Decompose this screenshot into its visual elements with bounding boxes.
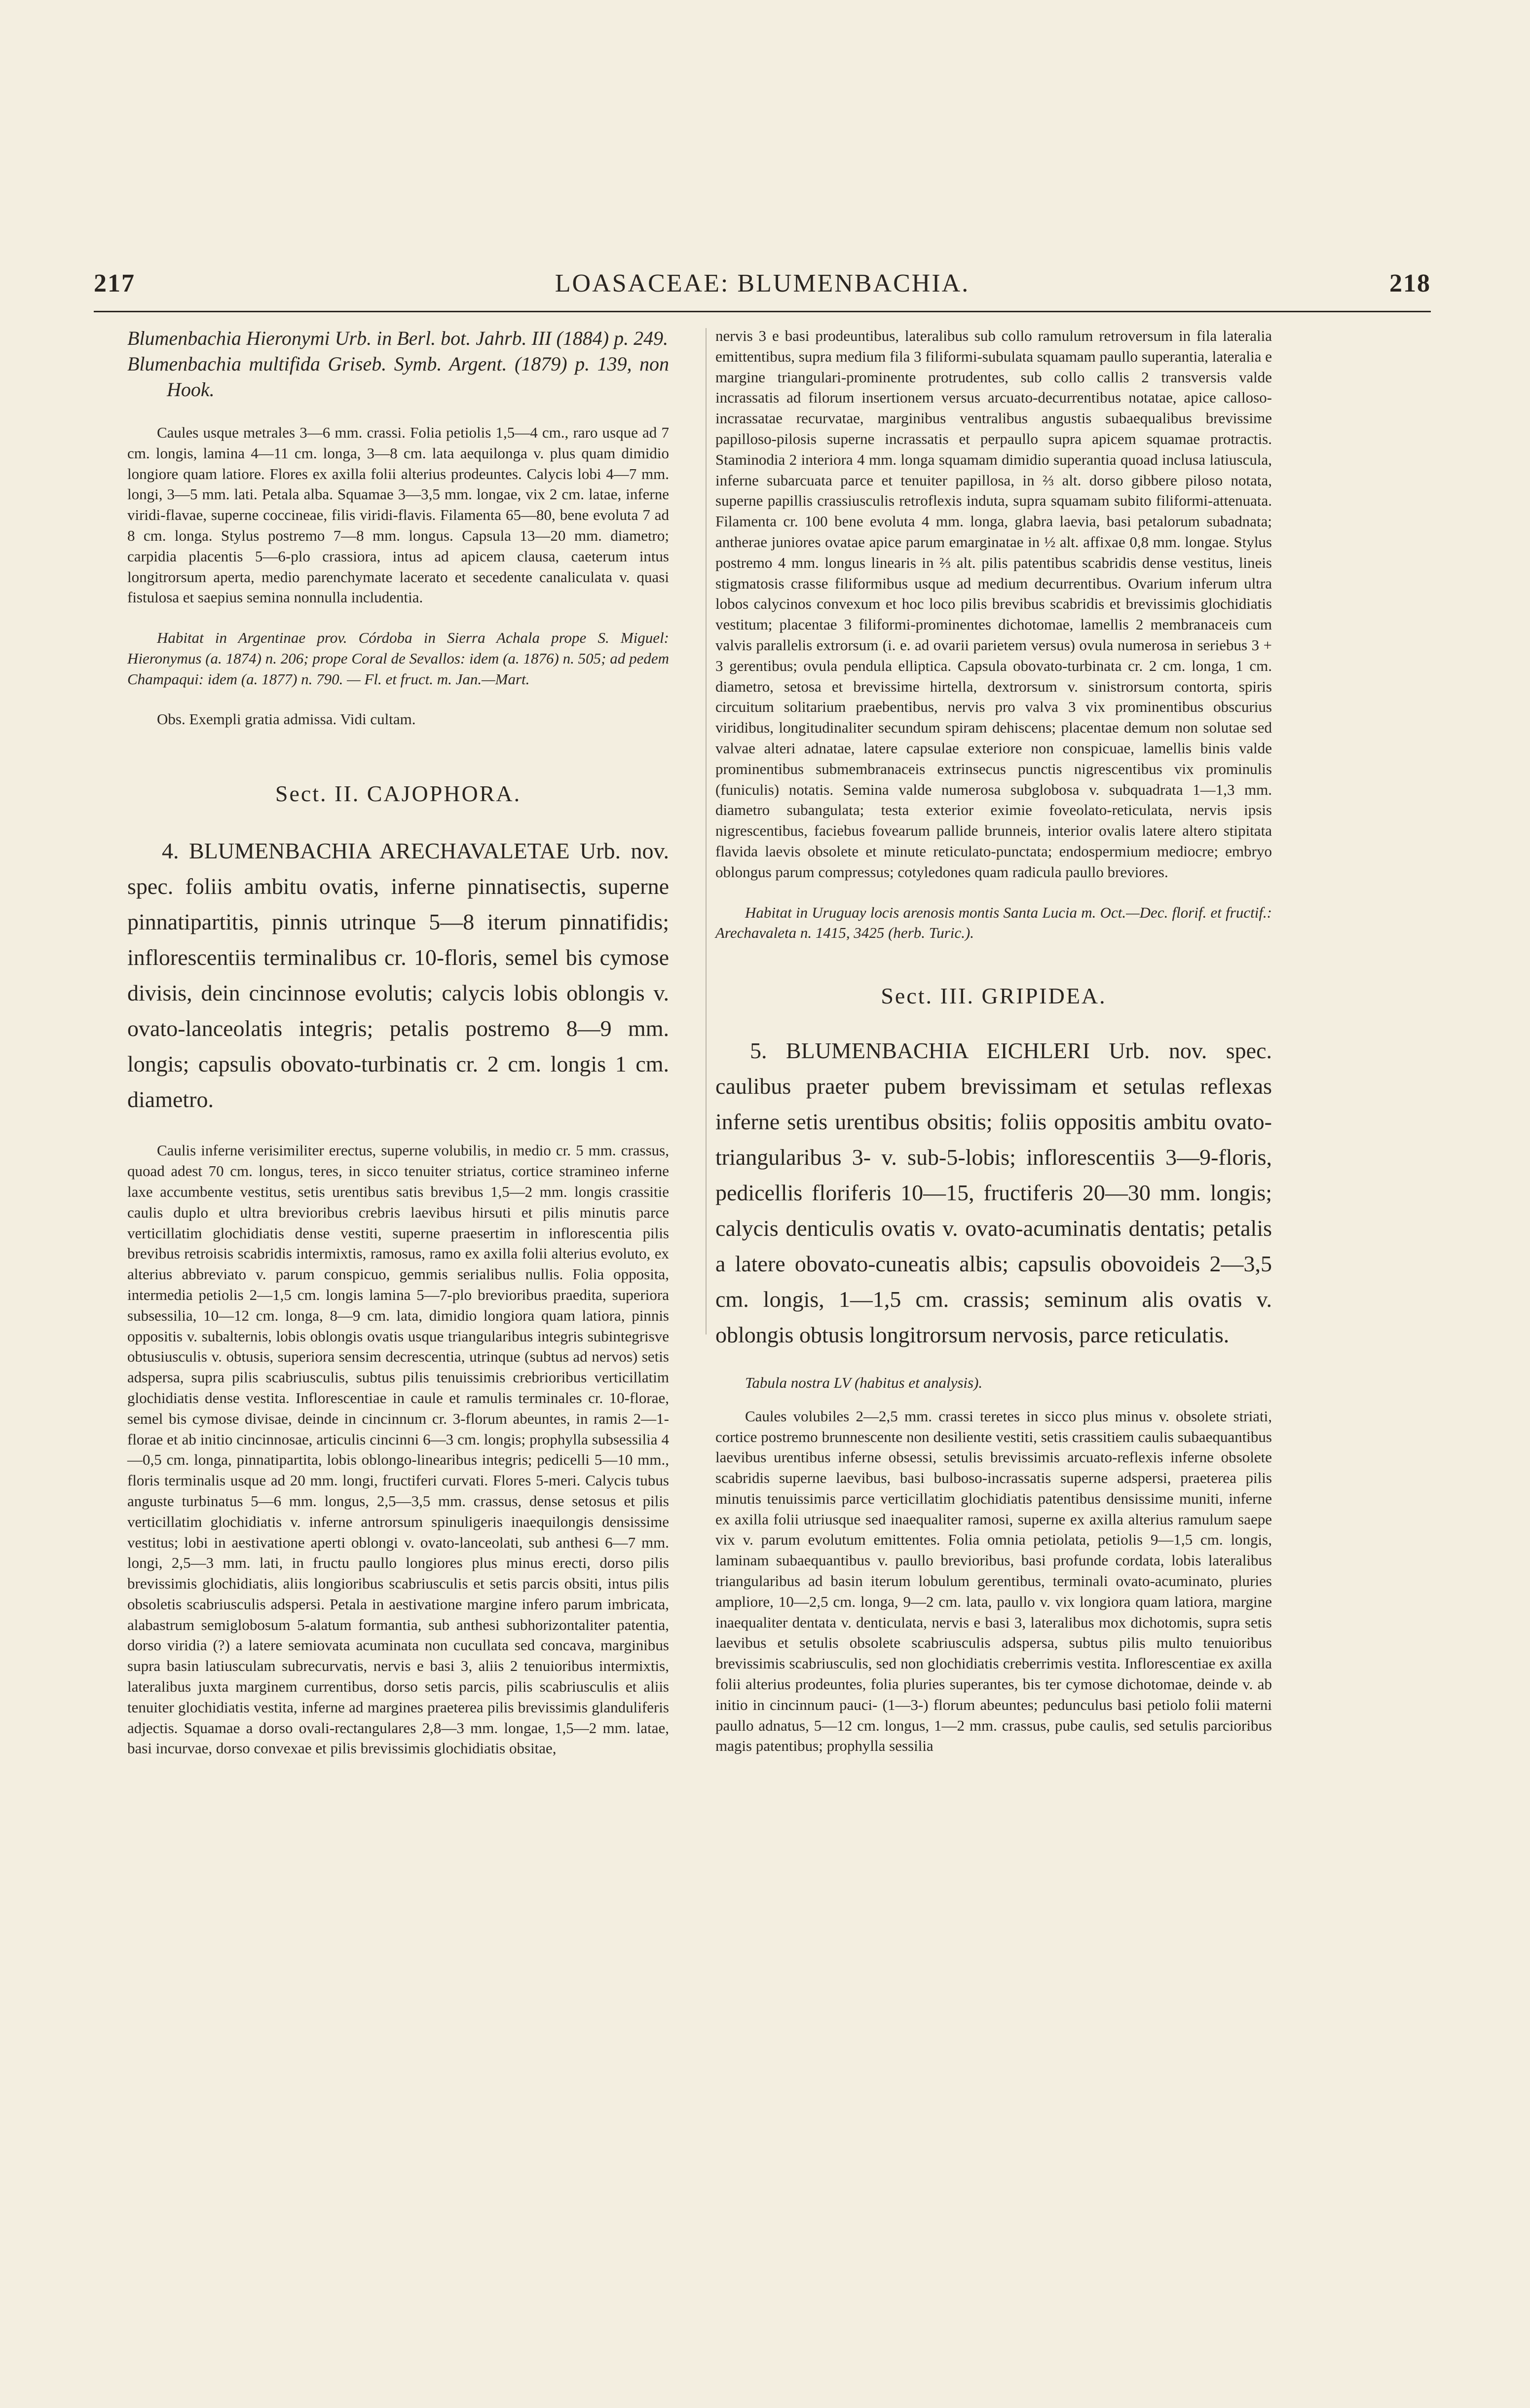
species-diagnosis: 4. BLUMENBACHIA ARECHAVALETAE Urb. nov. spec. foliis ambitu ovatis, inferne pinnatisectis, superne pinnatipartitis, pinnis utrinque 5—8 iterum pinnatifidis; inflorescentiis terminalibus cr. 10-floris, semel bis cymose divisis, dein cincinnose evolutis; calycis lobis oblongis v. ovato-lanceolatis integris; petalis postremo 8—9 mm. longis; capsulis obovato-turbinatis cr. 2 cm. longis 1 cm. diametro. bbox=[127, 838, 669, 1112]
obs-note: Obs. Exempli gratia admissa. Vidi cultam. bbox=[157, 710, 416, 728]
header-rule bbox=[94, 311, 1431, 312]
synonym-2: Blumenbachia multifida Griseb. Symb. Argent. (1879) p. 139, non Hook. bbox=[127, 353, 669, 401]
description-paragraph: Caules volubiles 2—2,5 mm. crassi teretes in sicco plus minus v. obsolete striati, cortice postremo brunnescente non desiliente vestiti, setis crassitiem caulis subaequantibus laevibus urentibus inferne obsessi, setulis brevissimis arcuato-reflexis inferne obsolete scabridis superne laevibus, basi bulboso-incrassatis superne adspersi, praeterea pilis minutis tenuissimis parce verticillatim glochidiatis patentibus densissime muniti, inferne ex axilla folii utriusque sed inaequaliter ramosi, superne ex axilla alterius ramulum saepe vix v. parum evolutum emittentes. Folia omnia petiolata, petiolis 9—1,5 cm. longis, laminam subaequantibus v. paullo brevioribus, basi profunde cordata, lobis lateralibus triangularibus ad basin iterum lobulum gerentibus, terminali ovato-acuminato, pluries ampliore, 10—2,5 cm. longa, 9—2 cm. lata, paullo v. vix longiora quam latiora, margine inaequaliter dentata v. denticulata, nervis e basi 3, lateralibus mox dichotomis, supra setis laevibus et setulis obsolete scabriusculis adspersa, subtus pilis multo tenuioribus brevissimis scabriusculis, sed non glochidiatis creberrimis vestita. Inflorescentiae ex axilla folii alterius prodeuntes, folia pluries superantes, bis ter cymose dichotomae, deinde v. ab initio in cincinnum pauci- (1—3-) florum abeuntes; pedunculus basi petiolo folii materni paullo adnatus, 5—12 cm. longus, 1—2 mm. crassus, pube caulis, sed setulis parcioribus magis patentibus; prophylla sessilia bbox=[715, 1407, 1272, 1755]
description-continued: nervis 3 e basi prodeuntibus, lateralibus sub collo ramulum retroversum in fila lateralia emittentibus, supra medium fila 3 filiformi-subulata squamam paullo superantia, lateralia e margine triangulari-prominente protrudentes, sub collo callis 2 transversis valde incrassatis ad filorum insertionem versus arcuato-decurrentibus notatae, apice calloso-incrassatae recurvatae, marginibus ventralibus angustis subaequalibus brevissime papilloso-pilosis superne incrassatis et perpaullo supra apicem squamae protractis. Staminodia 2 interiora 4 mm. longa squamam dimidio superantia quoad inclusa latiuscula, inferne subarcuata parce et tenuiter papillosa, in ⅔ alt. dorso gibbere piloso notata, superne papillis crassiusculis retroflexis induta, supra squamam subito filiformi-attenuata. Filamenta cr. 100 bene evoluta 4 mm. longa, glabra laevia, basi petalorum subadnata; antherae juniores ovatae apice parum emarginatae in ½ alt. affixae 0,8 mm. longae. Stylus postremo 4 mm. longus linearis in ⅔ alt. pilis patentibus scabridis dense vestitus, lineis stigmatosis crasse filiformibus usque ad medium decurrentibus. Ovarium inferum ultra lobos calycinos convexum et hoc loco pilis brevibus scabridis et brevissimis glochidiatis vestitum; placentae 3 filiformi-prominentes dichotomae, lamellis 2 membranaceis cum valvis parallelis extrorsum (i. e. ad ovarii parietem versus) ovula numerosa in seriebus 3 + 3 gerentibus; ovula pendula elliptica. Capsula obovato-turbinata cr. 2 cm. longa, 1 cm. diametro, setosa et brevissime hirtella, dextrorsum v. sinistrorsum contorta, spiris circuitum solitarium praebentibus, nervis pro valva 3 vix prominentibus obscurius viridibus, longitudinaliter secundum spiram dehiscens; placentae demum non solutae sed valvae alteri adnatae, latere capsulae exteriore non conspicuae, lamellis binis valde prominentibus submembranaceis extrinsecus punctis nigrescentibus vix prominulis (funiculis) notatis. Semina valde numerosa subglobosa v. subquadrata 1—1,3 mm. diametro subangulata; testa exterior eximie foveolato-reticulata, nervis ipsis nigrescentibus, faciebus fovearum pallide brunneis, interior ovalis latere altero stipitata flavida laevis obsolete et minute reticulato-punctata; endospermium mediocre; embryo oblongus parum compressus; cotyledones quam radicula paullo breviores. bbox=[715, 327, 1272, 881]
section-heading: Sect. III. GRIPIDEA. bbox=[881, 983, 1107, 1009]
habitat-paragraph: Habitat in Uruguay locis arenosis montis Santa Lucia m. Oct.—Dec. florif. et fructif.: Arechavaleta n. 1415, 3425 (herb. Turic.). bbox=[715, 903, 1272, 942]
species-diagnosis: 5. BLUMENBACHIA EICHLERI Urb. nov. spec. caulibus praeter pubem brevissimam et setulas reflexas inferne setis urentibus obsitis; foliis oppositis ambitu ovato-triangularibus 3- v. sub-5-lobis; inflorescentiis 3—9-floris, pedicellis floriferis 10—15, fructiferis 20—30 mm. longis; calycis denticulis ovatis v. ovato-acuminatis dentatis; petalis a latere obovato-cuneatis albis; capsulis obovoideis 2—3,5 cm. longis, 1—1,5 cm. crassis; seminum alis ovatis v. oblongis obtusis longitrorsum nervosis, parce reticulatis. bbox=[715, 1037, 1272, 1347]
description-paragraph-2: Caulis inferne verisimiliter erectus, superne volubilis, in medio cr. 5 mm. crassus, quoad adest 70 cm. longus, teres, in sicco tenuiter striatus, cortice stramineo inferne laxe accumbente vestitus, setis urentibus satis brevibus 1,5—2 mm. longis crassitie caulis duplo et ultra brevioribus crebris laevibus hirsuti et pilis minutis parce verticillatim glochidiatis dense vestiti, superne praesertim in inflorescentia pilis brevibus retroisis scabridis intermixtis, ramosus, ramo ex axilla folii alterius evoluto, ex alterius abbreviato v. parum conspicuo, gemmis serialibus nullis. Folia opposita, intermedia petiolis 2—1,5 cm. longis lamina 5—7-plo brevioribus praedita, superiora subsessilia, 10—12 cm. longa, 8—9 cm. lata, dimidio longiora quam latiora, pinnis oppositis v. subalternis, lobis oblongis ovatis usque triangularibus integris subintegrisve obtusiusculis v. obtusis, superiora sensim decrescentia, utrinque (subtus ad nervos) setis adspersa, supra pilis scabriusculis, subtus pilis tenuissimis crebrioribus verticillatim glochidiatis dense vestita. Inflorescentiae in caule et ramulis terminales cr. 10-florae, semel bis cymose divisae, deinde in cincinnum cr. 3-florum abeuntes, in ramis 2—1-florae et ab initio cincinnosae, articulis cincinni 6—3 cm. longis; prophylla subsessilia 4—0,5 cm. longa, pinnatipartita, lobis oblongo-linearibus integris; pedicelli 5—10 mm., floris terminalis usque ad 20 mm. longi, fructiferi curvati. Flores 5-meri. Calycis tubus anguste turbinatus 5—6 mm. longus, 2,5—3,5 mm. crassus, dense setosus et pilis verticillatim glochidiatis v. inferne antrorsum spinuligeris inaequilongis densissime vestitus; lobi in aestivatione aperti oblongi v. ovato-lanceolati, sub anthesi 6—7 mm. longi, 2,5—3 mm. lati, in fructu paullo longiores plus minus erecti, dorso pilis brevissimis glochidiatis, aliis longioribus scabriusculis et setis parcis obsiti, intus pilis obsoletis scabriusculis adspersi. Petala in aestivatione margine infero parum imbricata, alabastrum semiglobosum 5-alatum formantia, sub anthesi subhorizontaliter patentia, dorso viridia (?) a latere semiovata acuminata non cucullata sed concava, marginibus supra basin latiusculam subrecurvatis, nervis e basi 3, aliis 2 tenuioribus intermixtis, lateralibus juxta marginem currentibus, dorso setis parcis, pilis scabriusculis et aliis tenuiter glochidiatis vestita, inferne ad margines praeterea pilis brevissimis glanduliferis adjectis. Squamae a dorso ovali-rectangulares 2,8—3 mm. longae, 1,5—2 mm. latae, basi incurvae, dorso convexae et pilis brevissimis glochidiatis obsitae, bbox=[127, 1142, 669, 1757]
page-header bbox=[94, 269, 1431, 303]
habitat-paragraph: Habitat in Argentinae prov. Córdoba in Sierra Achala prope S. Miguel: Hieronymus (a. 1874) n. 206; prope Coral de Sevallos: idem (a. 1876) n. 505; ad pedem Champaqui: idem (a. 1877) n. 790. — Fl. et fruct. m. Jan.—Mart. bbox=[127, 629, 669, 688]
section-heading: Sect. II. CAJOPHORA. bbox=[275, 780, 522, 806]
page-number-right: 218 bbox=[1389, 269, 1431, 297]
running-title: LOASACEAE: BLUMENBACHIA. bbox=[555, 269, 970, 297]
plate-reference: Tabula nostra LV (habitus et analysis). bbox=[745, 1373, 983, 1391]
page-number-left: 217 bbox=[94, 269, 135, 297]
description-paragraph: Caules usque metrales 3—6 mm. crassi. Folia petiolis 1,5—4 cm., raro usque ad 7 cm. longis, lamina 4—11 cm. longa, 3—8 cm. lata aequilonga v. plus quam dimidio longiore quam latiore. Flores ex axilla folii alterius prodeuntes. Calycis lobi 4—7 mm. longi, 3—5 mm. lati. Petala alba. Squamae 3—3,5 mm. longae, vix 2 cm. latae, inferne viridi-flavae, superne coccineae, filis viridi-flavis. Filamenta 65—80, bene evoluta 7 ad 8 cm. longa. Stylus postremo 7—8 mm. longus. Capsula 13—20 mm. diametro; carpidia placentis 5—6-plo crassiora, intus ad apicem clausa, caeterum intus longitrorsum aperta, medio parenchymate lacerato et secedente canaliculata v. quasi fistulosa et saepius semina nonnulla includentia. bbox=[127, 424, 669, 606]
column-separator bbox=[706, 328, 707, 1334]
synonym-1: Blumenbachia Hieronymi Urb. in Berl. bot. Jahrb. III (1884) p. 249. bbox=[127, 327, 669, 349]
right-column bbox=[715, 326, 1272, 1756]
left-column bbox=[127, 326, 669, 1759]
